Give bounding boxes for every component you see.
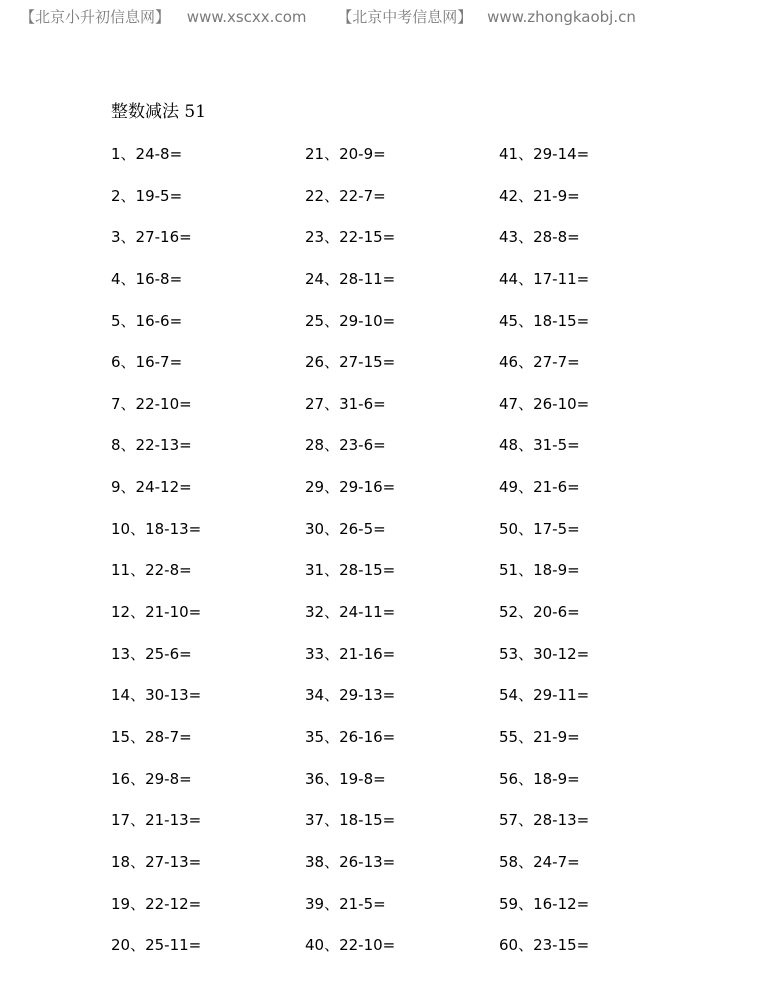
problem-item: 57、28-13= xyxy=(499,811,590,830)
problem-item: 6、16-7= xyxy=(111,353,183,372)
problem-item: 29、29-16= xyxy=(305,478,396,497)
header-link-xscxx[interactable]: www.xscxx.com xyxy=(186,8,307,26)
worksheet-title: 整数减法 51 xyxy=(111,102,207,122)
problem-item: 25、29-10= xyxy=(305,311,396,330)
header-label-middle-school: 【北京中考信息网】 xyxy=(337,8,473,26)
header-link-zhongkaobj[interactable]: www.zhongkaobj.cn xyxy=(487,8,636,26)
problem-column-1 xyxy=(111,142,301,975)
problem-item: 7、22-10= xyxy=(111,394,192,413)
problem-item: 43、28-8= xyxy=(499,228,580,247)
problem-item: 11、22-8= xyxy=(111,561,192,580)
problem-item: 10、18-13= xyxy=(111,519,202,538)
problem-item: 31、28-15= xyxy=(305,561,396,580)
problem-item: 3、27-16= xyxy=(111,228,192,247)
problem-item: 24、28-11= xyxy=(305,269,396,288)
problem-item: 38、26-13= xyxy=(305,852,396,871)
problem-item: 39、21-5= xyxy=(305,894,386,913)
problem-item: 34、29-13= xyxy=(305,686,396,705)
problem-item: 33、21-16= xyxy=(305,644,396,663)
problem-item: 52、20-6= xyxy=(499,603,580,622)
problem-item: 8、22-13= xyxy=(111,436,192,455)
problem-item: 35、26-16= xyxy=(305,727,396,746)
problem-item: 16、29-8= xyxy=(111,769,192,788)
problem-item: 18、27-13= xyxy=(111,852,202,871)
problem-item: 17、21-13= xyxy=(111,811,202,830)
problem-item: 40、22-10= xyxy=(305,936,396,955)
problem-item: 19、22-12= xyxy=(111,894,202,913)
problem-item: 27、31-6= xyxy=(305,394,386,413)
problem-item: 47、26-10= xyxy=(499,394,590,413)
problem-item: 9、24-12= xyxy=(111,478,192,497)
problem-item: 4、16-8= xyxy=(111,269,183,288)
problem-item: 60、23-15= xyxy=(499,936,590,955)
problem-item: 23、22-15= xyxy=(305,228,396,247)
problem-item: 36、19-8= xyxy=(305,769,386,788)
problem-item: 58、24-7= xyxy=(499,852,580,871)
page-header xyxy=(20,6,760,28)
problem-item: 46、27-7= xyxy=(499,353,580,372)
problem-column-3 xyxy=(499,142,689,975)
header-label-primary-school: 【北京小升初信息网】 xyxy=(20,8,171,26)
problem-item: 13、25-6= xyxy=(111,644,192,663)
problem-item: 14、30-13= xyxy=(111,686,202,705)
problem-item: 45、18-15= xyxy=(499,311,590,330)
problem-item: 55、21-9= xyxy=(499,727,580,746)
problem-item: 2、19-5= xyxy=(111,186,183,205)
problem-item: 42、21-9= xyxy=(499,186,580,205)
problem-item: 37、18-15= xyxy=(305,811,396,830)
problem-item: 5、16-6= xyxy=(111,311,183,330)
problem-item: 53、30-12= xyxy=(499,644,590,663)
problem-item: 48、31-5= xyxy=(499,436,580,455)
problem-item: 26、27-15= xyxy=(305,353,396,372)
problem-item: 32、24-11= xyxy=(305,603,396,622)
problem-item: 22、22-7= xyxy=(305,186,386,205)
problem-item: 30、26-5= xyxy=(305,519,386,538)
problem-item: 54、29-11= xyxy=(499,686,590,705)
problem-item: 21、20-9= xyxy=(305,145,386,163)
problem-item: 50、17-5= xyxy=(499,519,580,538)
problem-item: 15、28-7= xyxy=(111,727,192,746)
problem-item: 28、23-6= xyxy=(305,436,386,455)
problem-item: 44、17-11= xyxy=(499,269,590,288)
problem-item: 51、18-9= xyxy=(499,561,580,580)
problem-column-2 xyxy=(305,142,495,975)
problem-item: 12、21-10= xyxy=(111,603,202,622)
problem-item: 49、21-6= xyxy=(499,478,580,497)
problem-item: 1、24-8= xyxy=(111,145,183,163)
problem-item: 59、16-12= xyxy=(499,894,590,913)
problem-item: 56、18-9= xyxy=(499,769,580,788)
problem-item: 41、29-14= xyxy=(499,145,590,163)
problem-item: 20、25-11= xyxy=(111,936,202,955)
